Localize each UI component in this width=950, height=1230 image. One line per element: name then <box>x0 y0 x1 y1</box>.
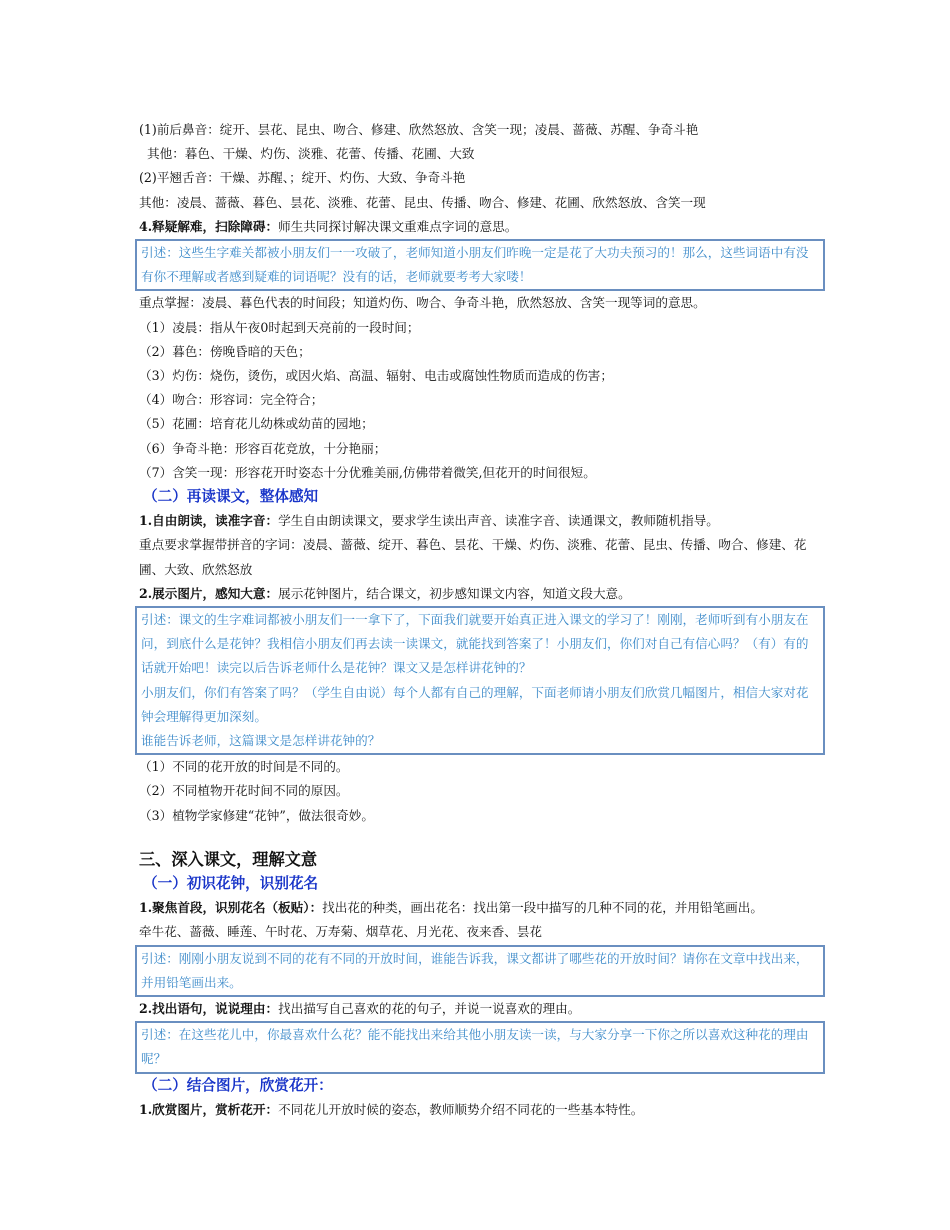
definition-3: （3）灼伤：烧伤，烫伤，或因火焰、高温、辐射、电击或腐蚀性物质而造成的伤害； <box>139 368 613 384</box>
quote-text-2a: 引述：课文的生字难词都被小朋友们一一拿下了，下面我们就要开始真正进入课文的学习了！刚刚，老师听到有小朋友在问，到底什么是花钟？我相信小朋友们再去读一读课文，就能找到答案了！小朋友们，你们对自己有信心吗？（有）有的话就开始吧！读完以后告诉老师什么是花钟？课文又是怎样讲花钟的？ <box>141 612 809 676</box>
heading-flower-names: （一）初识花钟，识别花名 <box>143 874 319 892</box>
quote-text-2c: 谁能告诉老师，这篇课文是怎样讲花钟的？ <box>141 733 381 749</box>
pinyin-line-1: (1)前后鼻音：绽开、昙花、昆虫、吻合、修建、欣然怒放、含笑一现；凌晨、蔷薇、苏醒、争奇斗艳 <box>139 122 699 137</box>
quote-text-1: 引述：这些生字难关都被小朋友们一一攻破了，老师知道小朋友们昨晚一定是花了大功夫预习的！那么，这些词语中有没有你不理解或者感到疑难的词语呢？没有的话，老师就要考考大家喽！ <box>141 245 809 285</box>
quote-text-2b: 小朋友们，你们有答案了吗？（学生自由说）每个人都有自己的理解，下面老师请小朋友们欣赏几幅图片，相信大家对花钟会理解得更加深刻。 <box>141 684 809 724</box>
quote-box-4 <box>135 1021 825 1073</box>
reading-step-2-text: 展示花钟图片，结合课文，初步感知课文内容，知道文段大意。 <box>278 585 631 601</box>
definition-4: （4）吻合：形容词：完全符合； <box>139 392 324 408</box>
document-page <box>139 118 819 1122</box>
definition-7: （7）含笑一现：形容花开时姿态十分优雅美丽,仿佛带着微笑,但花开的时间很短。 <box>139 464 596 480</box>
flower-list: 牵牛花、蔷薇、睡莲、午时花、万寿菊、烟草花、月光花、夜来香、昙花 <box>139 924 542 940</box>
step-4-text: 师生共同探讨解决课文重难点字词的意思。 <box>278 218 518 234</box>
reading-step-1-text: 学生自由朗读课文，要求学生读出声音、读准字音、读通课文，教师随机指导。 <box>278 513 719 529</box>
quote-text-4: 引述：在这些花儿中，你最喜欢什么花？能不能找出来给其他小朋友读一读，与大家分享一下你之所以喜欢这种花的理由呢？ <box>141 1027 809 1067</box>
pinyin-line-3: (2)平翘舌音：干燥、苏醒、；绽开、灼伤、大致、争奇斗艳 <box>139 170 466 186</box>
definition-5: （5）花圃：培育花儿幼株或幼苗的园地； <box>139 416 374 432</box>
quote-box-3 <box>135 945 825 997</box>
pinyin-line-4: 其他：凌晨、蔷薇、暮色、昙花、淡雅、花蕾、昆虫、传播、吻合、修建、花圃、欣然怒放、含笑一现 <box>139 194 706 210</box>
reading-step-2-label: 2.展示图片，感知大意： <box>139 585 279 601</box>
heading-reread: （二）再读课文，整体感知 <box>143 488 319 506</box>
heading-enjoy-flowers: （二）结合图片，欣赏花开： <box>143 1076 333 1094</box>
focus-step-2-text: 找出描写自己喜欢的花的句子，并说一说喜欢的理由。 <box>278 1000 581 1016</box>
step-4-line <box>139 215 819 239</box>
enjoy-step-1-text: 不同花儿开放时候的姿态，教师顺势介绍不同花的一些基本特性。 <box>278 1101 644 1117</box>
quote-box-2 <box>135 606 825 755</box>
reading-step-1 <box>139 509 819 533</box>
answer-1: （1）不同的花开放的时间是不同的。 <box>139 759 349 775</box>
enjoy-step-1 <box>139 1098 819 1122</box>
answer-2: （2）不同植物开花时间不同的原因。 <box>139 783 349 799</box>
heading-section-3: 三、深入课文，理解文意 <box>139 849 318 869</box>
definition-6: （6）争奇斗艳：形容百花竞放，十分艳丽； <box>139 440 387 456</box>
reading-step-2 <box>139 582 819 606</box>
key-points-line: 重点掌握：凌晨、暮色代表的时间段；知道灼伤、吻合、争奇斗艳，欣然怒放、含笑一现等词的意思。 <box>139 295 706 311</box>
step-4-label: 4.释疑解难，扫除障碍： <box>139 218 279 234</box>
quote-box-1 <box>135 239 825 291</box>
reading-step-1-label: 1.自由朗读，读准字音： <box>139 513 279 529</box>
focus-step-2 <box>139 997 819 1021</box>
focus-step-1 <box>139 896 819 920</box>
answer-3: （3）植物学家修建“花钟”，做法很奇妙。 <box>139 807 374 823</box>
focus-step-1-text: 找出花的种类，画出花名：找出第一段中描写的几种不同的花，并用铅笔画出。 <box>322 900 763 916</box>
focus-step-1-label: 1.聚焦首段，识别花名（板贴）： <box>139 900 323 916</box>
quote-text-3: 引述：刚刚小朋友说到不同的花有不同的开放时间，谁能告诉我，课文都讲了哪些花的开放时间？请你在文章中找出来，并用铅笔画出来。 <box>141 950 809 990</box>
pinyin-line-2: 其他：暮色、干燥、灼伤、淡雅、花蕾、传播、花圃、大致 <box>147 146 475 162</box>
focus-step-2-label: 2.找出语句，说说理由： <box>139 1000 279 1016</box>
pinyin-words-paragraph: 重点要求掌握带拼音的字词：凌晨、蔷薇、绽开、暮色、昙花、干燥、灼伤、淡雅、花蕾、昆虫、传播、吻合、修建、花圃、大致、欣然怒放 <box>139 537 807 577</box>
definition-1: （1）凌晨：指从午夜0时起到天亮前的一段时间； <box>139 319 420 335</box>
enjoy-step-1-label: 1.欣赏图片，赏析花开： <box>139 1101 279 1117</box>
definition-2: （2）暮色：傍晚昏暗的天色； <box>139 343 311 359</box>
